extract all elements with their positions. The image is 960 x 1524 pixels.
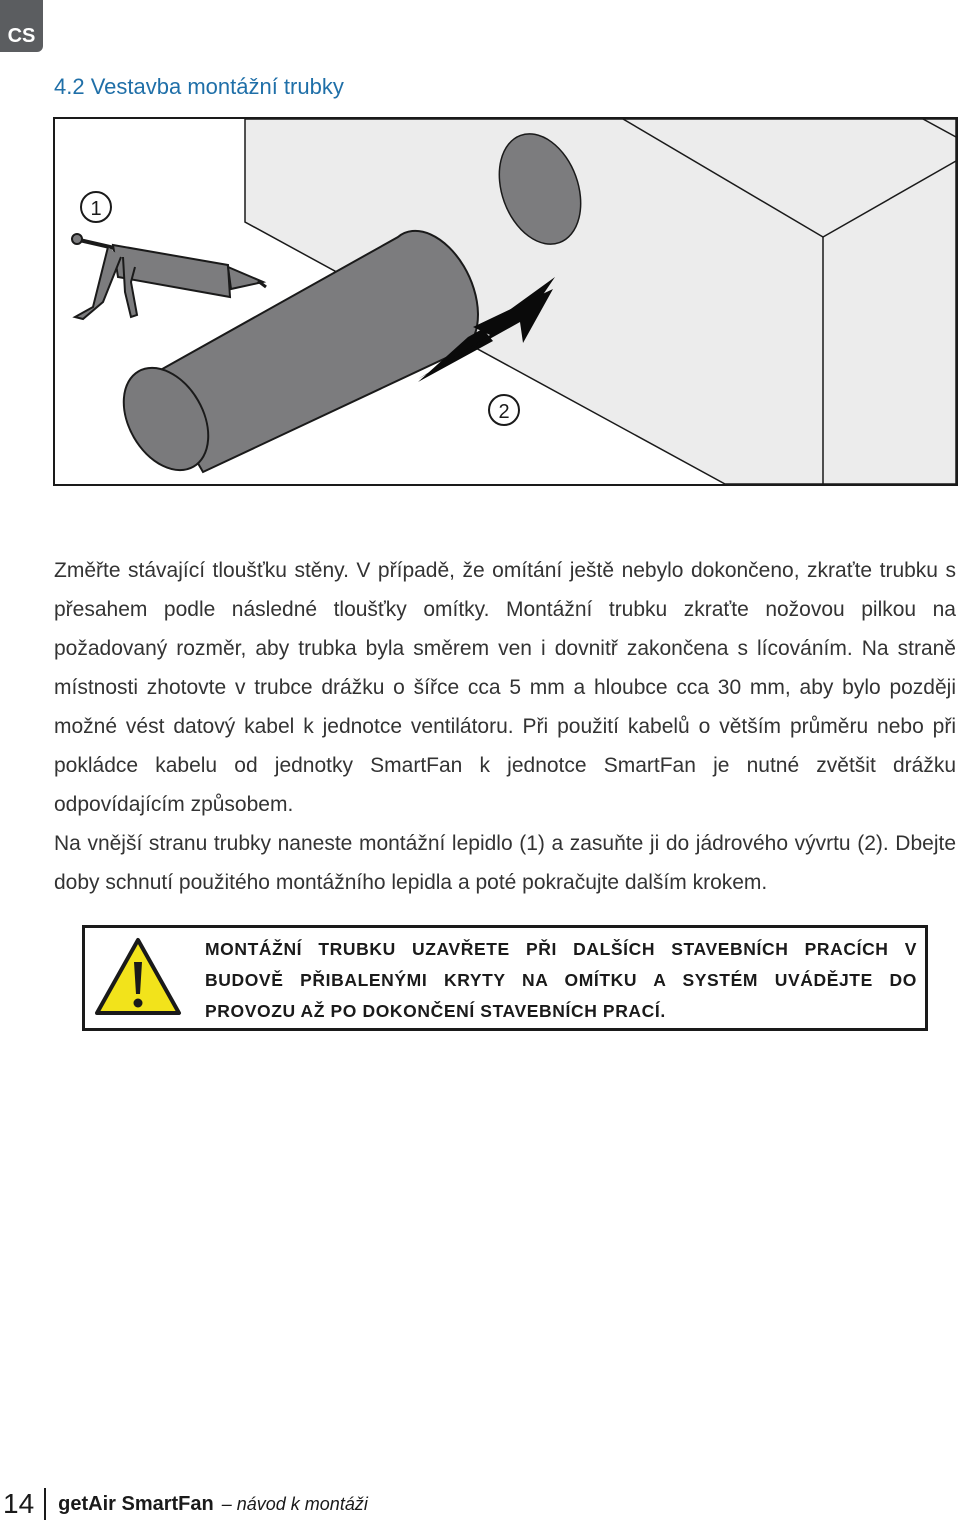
- language-tab: [0, 0, 43, 52]
- installation-illustration: [53, 117, 958, 487]
- footer-doc-title: – návod k montáži: [221, 1493, 368, 1514]
- page-footer: [0, 1484, 960, 1524]
- section-title: 4.2 Vestavba montážní trubky: [54, 74, 344, 99]
- language-code: CS: [7, 25, 36, 47]
- warning-box: [82, 925, 928, 1031]
- paragraph-2: Na vnější stranu trubky naneste montážní lepidlo (1) a zasuňte ji do jádrového vývrtu (2). Dbejte doby schnutí použitého montážního lepidla a poté pokračujte dalším krokem.: [54, 832, 956, 894]
- installation-figure: [53, 117, 958, 487]
- paragraph-1: Změřte stávající tloušťku stěny. V případě, že omítání ještě nebylo dokončeno, zkraťte trubku s přesahem podle následné tloušťky omítky. Montážní trubku zkraťte nožovou pilkou na požadovaný rozměr, aby trubka byla směrem ven i dovnitř zakončena s lícováním. Na straně místnosti zhotovte v trubce drážku o šířce cca 5 mm a hloubce cca 30 mm, aby bylo později možné vést datový kabel k jednotce ventilátoru. Při použití kabelů o větším průměru nebo při pokládce kabelu od jednotky SmartFan k jednotce SmartFan je nutné zvětšit drážku odpovídajícím způsobem.: [54, 559, 956, 816]
- body-text: [54, 551, 956, 902]
- warning-triangle-icon: [93, 936, 183, 1018]
- footer-brand: getAir SmartFan: [58, 1492, 214, 1515]
- warning-text: MONTÁŽNÍ TRUBKU UZAVŘETE PŘI DALŠÍCH STAVEBNÍCH PRACÍCH V BUDOVĚ PŘIBALENÝMI KRYTY NA OMÍTKU A SYSTÉM UVÁDĚJTE DO PROVOZU AŽ PO DOKONČENÍ STAVEBNÍCH PRACÍ.: [205, 939, 917, 1021]
- callout-1-label: 1: [90, 198, 102, 220]
- page-number: 14: [3, 1488, 35, 1519]
- callout-2-label: 2: [498, 401, 510, 423]
- footer-divider: [44, 1488, 46, 1520]
